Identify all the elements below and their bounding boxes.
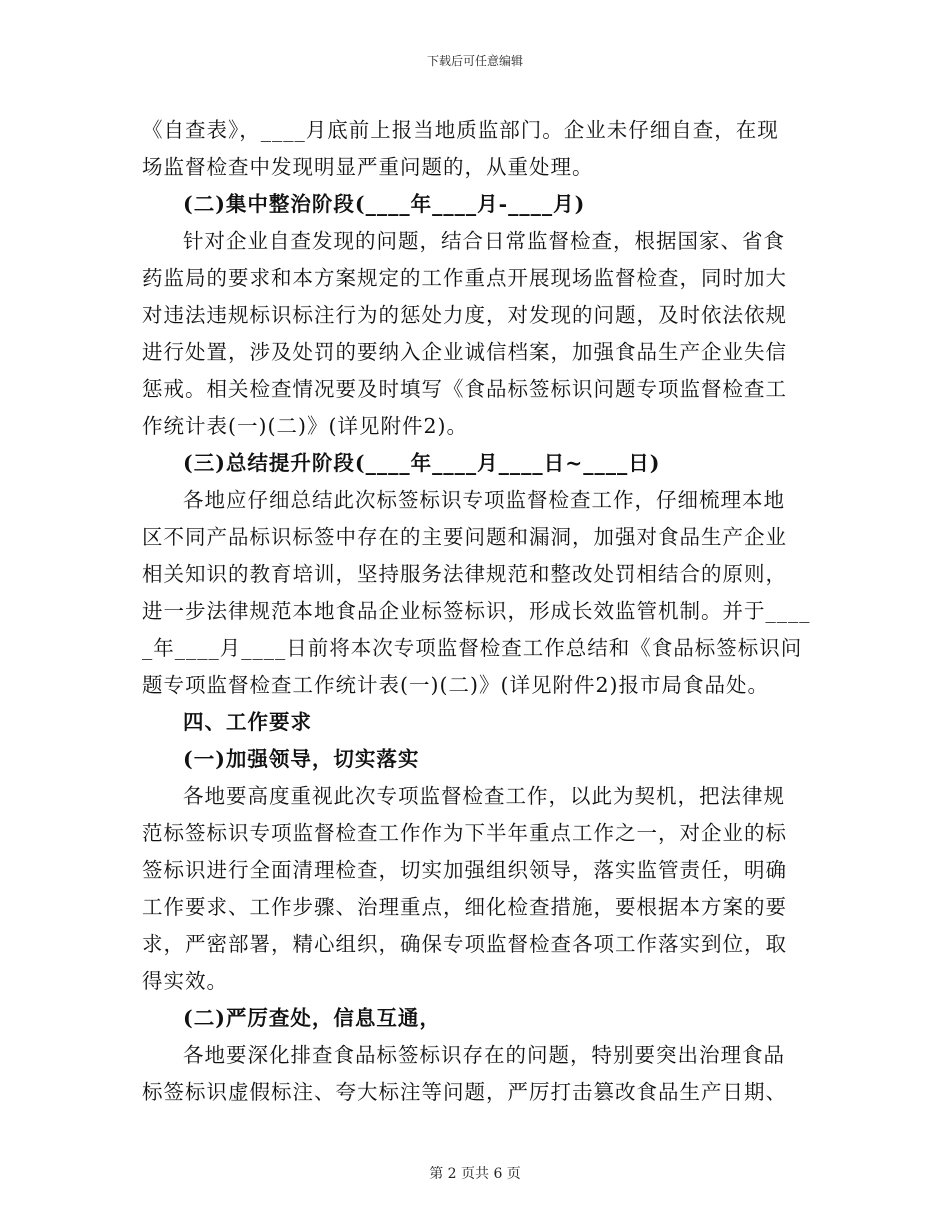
- body-text-line: 题专项监督检查工作统计表(一)(二)》(详见附件2)报市局食品处。: [142, 673, 770, 697]
- body-text-line: 各地应仔细总结此次标签标识专项监督检查工作，仔细梳理本地: [183, 488, 785, 512]
- body-text-line: 对违法违规标识标注行为的惩处力度，对发现的问题，及时依法依规: [142, 303, 787, 327]
- section-heading: (一)加强领导，切实落实: [183, 747, 420, 771]
- body-text-line: 相关知识的教育培训，坚持服务法律规范和整改处罚相结合的原则，: [142, 562, 787, 586]
- body-text-line: 求，严密部署，精心组织，确保专项监督检查各项工作落实到位，取: [142, 932, 787, 956]
- section-heading: 四、工作要求: [183, 710, 312, 734]
- body-text-line: 作统计表(一)(二)》(详见附件2)。: [142, 414, 469, 438]
- page-header: 下载后可任意编辑: [426, 54, 523, 68]
- body-text-line: 签标识进行全面清理检查，切实加强组织领导，落实监管责任，明确: [142, 858, 787, 882]
- body-text-line: 各地要深化排查食品标签标识存在的问题，特别要突出治理食品: [183, 1043, 785, 1067]
- body-text-line: 药监局的要求和本方案规定的工作重点开展现场监督检查，同时加大: [142, 266, 787, 290]
- body-text-line: 范标签标识专项监督检查工作作为下半年重点工作之一，对企业的标: [142, 821, 787, 845]
- section-heading: (二)严厉查处，信息互通，: [183, 1006, 441, 1030]
- body-text-line: 《自查表》，____月底前上报当地质监部门。企业未仔细自查，在现: [142, 118, 779, 142]
- section-heading: (二)集中整治阶段(____年____月-____月): [183, 192, 586, 216]
- body-text-line: 标签标识虚假标注、夸大标注等问题，严厉打击篡改食品生产日期、: [142, 1080, 787, 1104]
- body-text-line: _年____月____日前将本次专项监督检查工作总结和《食品标签标识问: [142, 636, 803, 660]
- body-text-line: 针对企业自查发现的问题，结合日常监督检查，根据国家、省食: [183, 229, 785, 253]
- body-text-line: 进一步法律规范本地食品企业标签标识，形成长效监管机制。并于____: [142, 599, 811, 623]
- body-text-line: 各地要高度重视此次专项监督检查工作，以此为契机，把法律规: [183, 784, 785, 808]
- body-text-line: 场监督检查中发现明显严重问题的，从重处理。: [142, 155, 594, 179]
- body-text-line: 惩戒。相关检查情况要及时填写《食品标签标识问题专项监督检查工: [142, 377, 787, 401]
- body-text-line: 工作要求、工作步骤、治理重点，细化检查措施，要根据本方案的要: [142, 895, 787, 919]
- body-text-line: 进行处置，涉及处罚的要纳入企业诚信档案，加强食品生产企业失信: [142, 340, 787, 364]
- section-heading: (三)总结提升阶段(____年____月____日~____日): [183, 451, 661, 475]
- page-number: 第 2 页共 6 页: [429, 1166, 521, 1182]
- body-text-line: 得实效。: [142, 969, 228, 993]
- body-text-line: 区不同产品标识标签中存在的主要问题和漏洞，加强对食品生产企业: [142, 525, 787, 549]
- document-body: [142, 112, 812, 1111]
